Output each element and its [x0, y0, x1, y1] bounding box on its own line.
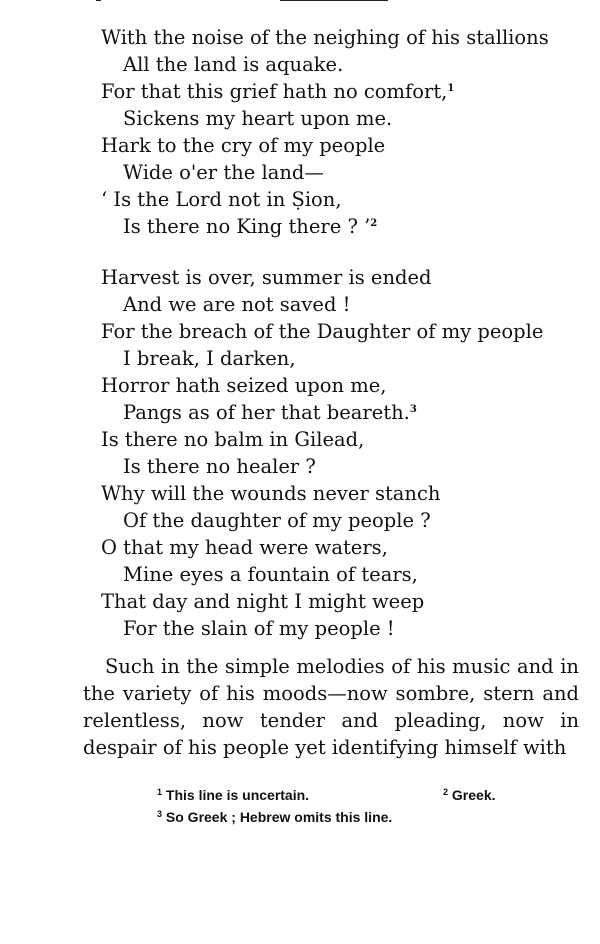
poem-line: [101, 132, 581, 159]
footnote-row: [157, 784, 517, 806]
poem-line: [101, 24, 581, 51]
poem-line-text: That day and night I might weep: [101, 590, 425, 613]
poem-line-text: Pangs as of her that beareth.: [123, 401, 410, 424]
poem-line: [101, 399, 581, 426]
footnote-reference: 2: [370, 218, 378, 229]
stanza-1: [101, 24, 581, 240]
poem-line-text: And we are not saved !: [123, 293, 351, 316]
header-mark: [96, 0, 101, 1]
footnote-2-text: Greek.: [451, 787, 496, 803]
poem-line: [101, 345, 581, 372]
poem-line-text: O that my head were waters,: [101, 536, 388, 559]
poem-line: [101, 78, 581, 105]
stanza-gap: [101, 240, 581, 264]
poem-line-text: ‘ Is the Lord not in Ṣion,: [101, 188, 342, 211]
footnote-3: [157, 809, 392, 825]
poem-line: [101, 480, 581, 507]
footnote-2: [443, 784, 496, 806]
poem-line: [101, 453, 581, 480]
footnote-reference: 3: [409, 404, 417, 415]
prose-block: [83, 653, 579, 761]
poem-line-text: For that this grief hath no comfort,: [101, 80, 448, 103]
footnote-1-number: 1: [157, 787, 163, 797]
footnote-row: [157, 806, 517, 828]
poem-line: [101, 264, 581, 291]
poem-line-text: Harvest is over, summer is ended: [101, 266, 432, 289]
poem-line-text: All the land is aquake.: [123, 53, 344, 76]
poem-line-text: Sickens my heart upon me.: [123, 107, 393, 130]
poem: [101, 24, 581, 642]
footnote-3-number: 3: [157, 809, 163, 819]
poem-line-text: Wide o'er the land—: [123, 161, 324, 184]
poem-line: [101, 426, 581, 453]
poem-line: [101, 615, 581, 642]
poem-line: [101, 105, 581, 132]
poem-line-text: Mine eyes a fountain of tears,: [123, 563, 418, 586]
footnote-1-text: This line is uncertain.: [165, 787, 310, 803]
poem-line-text: For the slain of my people !: [123, 617, 395, 640]
footnote-reference: 1: [447, 83, 455, 94]
poem-line-text: Horror hath seized upon me,: [101, 374, 387, 397]
poem-line-text: With the noise of the neighing of his stallions: [101, 26, 549, 49]
poem-line: [101, 588, 581, 615]
footnote-2-number: 2: [443, 787, 449, 797]
poem-line-text: Of the daughter of my people ?: [123, 509, 431, 532]
footnotes: [157, 784, 517, 828]
poem-line-text: Is there no healer ?: [123, 455, 316, 478]
poem-line-text: For the breach of the Daughter of my people: [101, 320, 544, 343]
prose-paragraph: Such in the simple melodies of his music and in the variety of his moods—now sombre, stern and relentless, now tender and pleading, now in despair of his people yet identifying himself with: [83, 655, 579, 759]
poem-line-text: Why will the wounds never stanch: [101, 482, 441, 505]
poem-line-text: Is there no King there ? ’: [123, 215, 371, 238]
running-header-fragment: [0, 0, 600, 4]
stanza-2: [101, 264, 581, 642]
poem-line: [101, 318, 581, 345]
poem-line: [101, 213, 581, 240]
poem-line: [101, 507, 581, 534]
poem-line-text: Is there no balm in Gilead,: [101, 428, 365, 451]
poem-line-text: Hark to the cry of my people: [101, 134, 386, 157]
poem-line: [101, 159, 581, 186]
poem-line: [101, 534, 581, 561]
header-mark: [280, 0, 388, 1]
footnote-3-text: So Greek ; Hebrew omits this line.: [165, 809, 393, 825]
poem-line: [101, 51, 581, 78]
poem-line: [101, 291, 581, 318]
poem-line: [101, 372, 581, 399]
poem-line: [101, 561, 581, 588]
poem-line: [101, 186, 581, 213]
footnote-1: [157, 787, 309, 803]
poem-line-text: I break, I darken,: [123, 347, 296, 370]
